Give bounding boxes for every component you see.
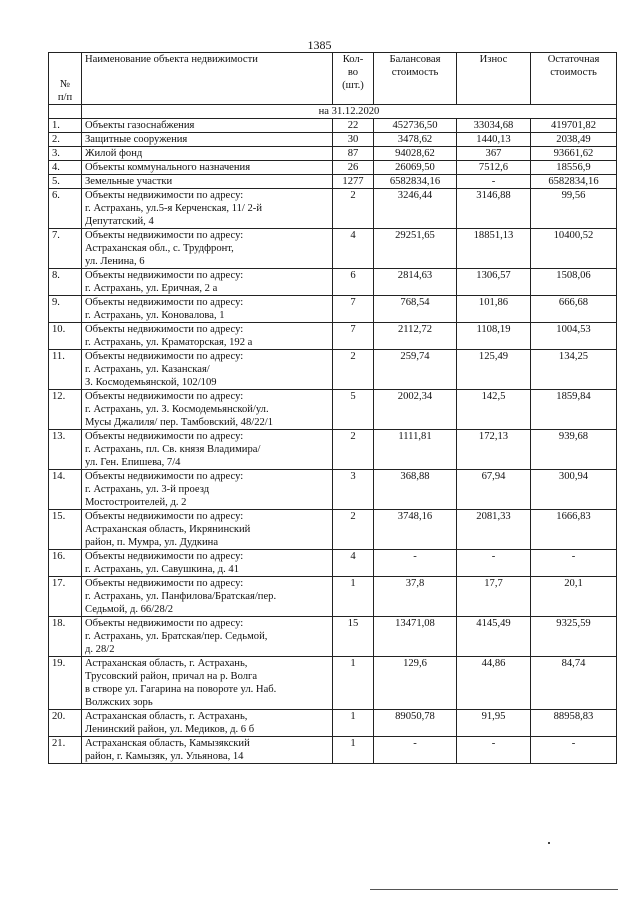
row-residual: 666,68 [531, 296, 617, 323]
row-residual: 300,94 [531, 470, 617, 510]
table-row [49, 737, 617, 764]
row-name: Объекты недвижимости по адресу: Астраханская область, Икрянинский район, п. Мумра, ул. Дудкина [82, 510, 333, 550]
table-row [49, 617, 617, 657]
row-name: Объекты газоснабжения [82, 119, 333, 133]
header-np: № п/п [49, 53, 82, 105]
header-name: Наименование объекта недвижимости [82, 53, 333, 105]
table-row [49, 350, 617, 390]
table-row [49, 175, 617, 189]
row-wear: 172,13 [457, 430, 531, 470]
row-number: 18. [49, 617, 82, 657]
table-row [49, 710, 617, 737]
row-number: 6. [49, 189, 82, 229]
row-balance: - [374, 737, 457, 764]
row-qty: 2 [333, 350, 374, 390]
footer-line [370, 889, 618, 890]
row-qty: 22 [333, 119, 374, 133]
header-residual: Остаточная стоимость [531, 53, 617, 105]
row-name: Астраханская область, г. Астрахань, Ленинский район, ул. Медиков, д. 6 б [82, 710, 333, 737]
row-name: Астраханская область, г. Астрахань, Трусовский район, причал на р. Волга в створе ул. Гагарина на повороте ул. Наб. Волжских зорь [82, 657, 333, 710]
row-qty: 1277 [333, 175, 374, 189]
row-name: Защитные сооружения [82, 133, 333, 147]
row-residual: 134,25 [531, 350, 617, 390]
row-number: 9. [49, 296, 82, 323]
row-residual: - [531, 550, 617, 577]
row-residual: 1859,84 [531, 390, 617, 430]
row-name: Объекты недвижимости по адресу: г. Астрахань, ул. Братская/пер. Седьмой, д. 28/2 [82, 617, 333, 657]
row-residual: 9325,59 [531, 617, 617, 657]
row-residual: 419701,82 [531, 119, 617, 133]
row-balance: 2814,63 [374, 269, 457, 296]
table-row [49, 510, 617, 550]
row-qty: 26 [333, 161, 374, 175]
row-number: 5. [49, 175, 82, 189]
row-number: 12. [49, 390, 82, 430]
row-wear: 3146,88 [457, 189, 531, 229]
row-balance: 2112,72 [374, 323, 457, 350]
row-wear: 7512,6 [457, 161, 531, 175]
row-residual: 20,1 [531, 577, 617, 617]
row-number: 2. [49, 133, 82, 147]
row-balance: 452736,50 [374, 119, 457, 133]
row-balance: 3246,44 [374, 189, 457, 229]
row-balance: 3748,16 [374, 510, 457, 550]
row-wear: 91,95 [457, 710, 531, 737]
row-number: 8. [49, 269, 82, 296]
row-number: 3. [49, 147, 82, 161]
row-number: 20. [49, 710, 82, 737]
table-row [49, 430, 617, 470]
row-wear: 67,94 [457, 470, 531, 510]
row-qty: 1 [333, 657, 374, 710]
row-residual: 1508,06 [531, 269, 617, 296]
row-name: Объекты недвижимости по адресу: г. Астрахань, ул. Коновалова, 1 [82, 296, 333, 323]
row-name: Объекты недвижимости по адресу: г. Астрахань, ул. 3-й проезд Мостостроителей, д. 2 [82, 470, 333, 510]
row-name: Объекты недвижимости по адресу: Астраханская обл., с. Трудфронт, ул. Ленина, 6 [82, 229, 333, 269]
table-row [49, 133, 617, 147]
row-qty: 4 [333, 550, 374, 577]
row-qty: 7 [333, 323, 374, 350]
table-row [49, 189, 617, 229]
row-number: 7. [49, 229, 82, 269]
row-balance: 2002,34 [374, 390, 457, 430]
row-balance: 29251,65 [374, 229, 457, 269]
row-name: Объекты недвижимости по адресу: г. Астрахань, ул. Казанская/ З. Космодемьянской, 102/109 [82, 350, 333, 390]
table-row [49, 161, 617, 175]
row-balance: 129,6 [374, 657, 457, 710]
row-balance: 1111,81 [374, 430, 457, 470]
row-qty: 87 [333, 147, 374, 161]
property-table [48, 52, 617, 764]
table-row [49, 296, 617, 323]
row-wear: 367 [457, 147, 531, 161]
row-balance: 259,74 [374, 350, 457, 390]
row-qty: 5 [333, 390, 374, 430]
row-name: Объекты коммунального назначения [82, 161, 333, 175]
table-row [49, 119, 617, 133]
row-qty: 2 [333, 510, 374, 550]
row-residual: 99,56 [531, 189, 617, 229]
row-number: 21. [49, 737, 82, 764]
row-name: Объекты недвижимости по адресу: г. Астрахань, ул. З. Космодемьянской/ул. Мусы Джалиля/ пер. Тамбовский, 48/22/1 [82, 390, 333, 430]
row-name: Земельные участки [82, 175, 333, 189]
row-wear: 1306,57 [457, 269, 531, 296]
row-qty: 3 [333, 470, 374, 510]
row-number: 14. [49, 470, 82, 510]
row-balance: 768,54 [374, 296, 457, 323]
row-number: 17. [49, 577, 82, 617]
row-wear: - [457, 550, 531, 577]
row-name: Объекты недвижимости по адресу: г. Астрахань, пл. Св. князя Владимира/ ул. Ген. Епишева, 7/4 [82, 430, 333, 470]
table-row [49, 577, 617, 617]
row-wear: - [457, 175, 531, 189]
row-number: 1. [49, 119, 82, 133]
row-residual: 2038,49 [531, 133, 617, 147]
row-qty: 1 [333, 737, 374, 764]
row-residual: 6582834,16 [531, 175, 617, 189]
table-row [49, 229, 617, 269]
row-balance: - [374, 550, 457, 577]
table-row [49, 323, 617, 350]
table-row [49, 470, 617, 510]
row-residual: 10400,52 [531, 229, 617, 269]
row-wear: 2081,33 [457, 510, 531, 550]
table-row [49, 269, 617, 296]
row-residual: 84,74 [531, 657, 617, 710]
row-wear: 33034,68 [457, 119, 531, 133]
row-wear: 4145,49 [457, 617, 531, 657]
date-row-spacer [49, 105, 82, 119]
row-residual: 939,68 [531, 430, 617, 470]
row-name: Объекты недвижимости по адресу: г. Астрахань, ул. Савушкина, д. 41 [82, 550, 333, 577]
row-residual: 88958,83 [531, 710, 617, 737]
row-number: 16. [49, 550, 82, 577]
row-balance: 94028,62 [374, 147, 457, 161]
row-wear: 1108,19 [457, 323, 531, 350]
row-residual: 1666,83 [531, 510, 617, 550]
row-residual: 1004,53 [531, 323, 617, 350]
row-name: Жилой фонд [82, 147, 333, 161]
row-number: 19. [49, 657, 82, 710]
row-balance: 13471,08 [374, 617, 457, 657]
row-number: 10. [49, 323, 82, 350]
row-residual: 18556,9 [531, 161, 617, 175]
date-row [49, 105, 617, 119]
header-row [49, 53, 617, 105]
row-qty: 1 [333, 710, 374, 737]
row-qty: 4 [333, 229, 374, 269]
header-qty: Кол- во (шт.) [333, 53, 374, 105]
row-number: 11. [49, 350, 82, 390]
row-wear: - [457, 737, 531, 764]
row-name: Объекты недвижимости по адресу: г. Астрахань, ул. Панфилова/Братская/пер. Седьмой, д. 66/28/2 [82, 577, 333, 617]
table-row [49, 550, 617, 577]
row-qty: 7 [333, 296, 374, 323]
header-balance: Балансовая стоимость [374, 53, 457, 105]
row-name: Объекты недвижимости по адресу: г. Астрахань, ул. Краматорская, 192 а [82, 323, 333, 350]
row-qty: 1 [333, 577, 374, 617]
table-row [49, 147, 617, 161]
row-wear: 1440,13 [457, 133, 531, 147]
row-name: Астраханская область, Камызякский район, г. Камызяк, ул. Ульянова, 14 [82, 737, 333, 764]
row-qty: 6 [333, 269, 374, 296]
row-qty: 2 [333, 430, 374, 470]
row-wear: 18851,13 [457, 229, 531, 269]
row-balance: 89050,78 [374, 710, 457, 737]
table-row [49, 657, 617, 710]
row-number: 15. [49, 510, 82, 550]
row-balance: 37,8 [374, 577, 457, 617]
row-balance: 3478,62 [374, 133, 457, 147]
row-balance: 26069,50 [374, 161, 457, 175]
date-row-label: на 31.12.2020 [82, 105, 617, 119]
row-balance: 368,88 [374, 470, 457, 510]
row-wear: 17,7 [457, 577, 531, 617]
page-number: 1385 [307, 38, 332, 52]
row-wear: 142,5 [457, 390, 531, 430]
row-wear: 44,86 [457, 657, 531, 710]
row-name: Объекты недвижимости по адресу: г. Астрахань, ул. Еричная, 2 а [82, 269, 333, 296]
row-residual: - [531, 737, 617, 764]
row-qty: 2 [333, 189, 374, 229]
row-balance: 6582834,16 [374, 175, 457, 189]
table-row [49, 390, 617, 430]
header-wear: Износ [457, 53, 531, 105]
row-residual: 93661,62 [531, 147, 617, 161]
row-name: Объекты недвижимости по адресу: г. Астрахань, ул.5-я Керченская, 11/ 2-й Депутатский, 4 [82, 189, 333, 229]
row-number: 4. [49, 161, 82, 175]
row-wear: 125,49 [457, 350, 531, 390]
row-qty: 30 [333, 133, 374, 147]
row-number: 13. [49, 430, 82, 470]
row-qty: 15 [333, 617, 374, 657]
scan-speck [548, 842, 550, 844]
row-wear: 101,86 [457, 296, 531, 323]
